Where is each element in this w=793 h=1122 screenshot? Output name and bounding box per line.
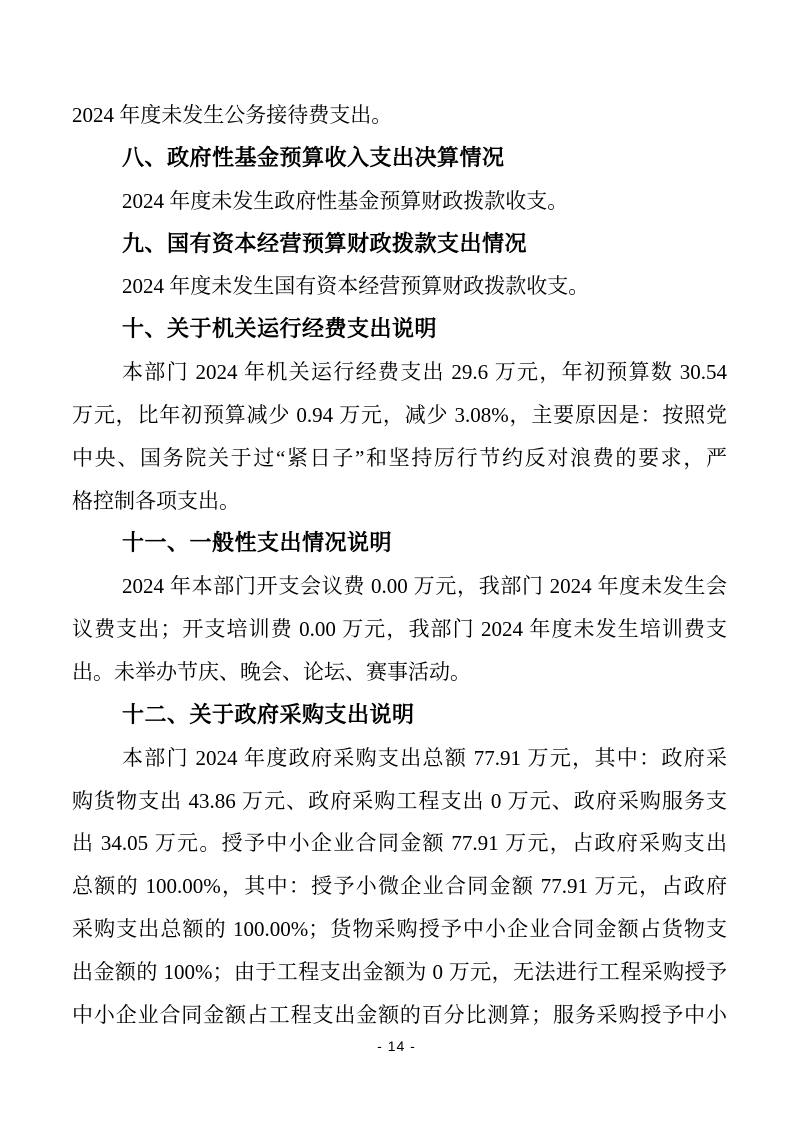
body-text-line: 中央、国务院关于过“紧日子”和坚持厉行节约反对浪费的要求，严 — [72, 445, 727, 470]
body-text-line: 出 34.05 万元。授予中小企业合同金额 77.91 万元，占政府采购支出 — [72, 831, 727, 856]
section-heading: 九、国有资本经营预算财政拨款支出情况 — [122, 230, 528, 256]
section-heading: 十一、一般性支出情况说明 — [122, 530, 393, 556]
body-text-line: 议费支出；开支培训费 0.00 万元，我部门 2024 年度未发生培训费支 — [72, 617, 727, 642]
body-text-line: 中小企业合同金额占工程支出金额的百分比测算；服务采购授予中小 — [72, 1002, 727, 1027]
body-text-line: 本部门 2024 年度政府采购支出总额 77.91 万元，其中：政府采 — [122, 745, 727, 770]
document-body — [72, 94, 727, 1037]
body-text-line: 2024 年度未发生公务接待费支出。 — [72, 103, 393, 127]
body-text-line: 2024 年本部门开支会议费 0.00 万元，我部门 2024 年度未发生会 — [122, 574, 727, 599]
section-heading: 十二、关于政府采购支出说明 — [122, 701, 415, 727]
body-text-line: 总额的 100.00%，其中：授予小微企业合同金额 77.91 万元，占政府 — [72, 874, 727, 899]
page-number: - 14 - — [377, 1038, 416, 1054]
body-text-line: 万元，比年初预算减少 0.94 万元，减少 3.08%，主要原因是：按照党 — [72, 402, 727, 427]
body-text-line: 2024 年度未发生政府性基金预算财政拨款收支。 — [122, 188, 569, 213]
body-text-line: 出金额的 100%；由于工程支出金额为 0 万元，无法进行工程采购授予 — [72, 959, 727, 984]
body-text-line: 购货物支出 43.86 万元、政府采购工程支出 0 万元、政府采购服务支 — [72, 788, 727, 813]
body-text-line: 格控制各项支出。 — [72, 488, 240, 513]
section-heading: 八、政府性基金预算收入支出决算情况 — [122, 144, 505, 170]
body-text-line: 2024 年度未发生国有资本经营预算财政拨款收支。 — [122, 274, 590, 299]
body-text-line: 本部门 2024 年机关运行经费支出 29.6 万元，年初预算数 30.54 — [122, 360, 727, 385]
body-text-line: 采购支出总额的 100.00%；货物采购授予中小企业合同金额占货物支 — [72, 917, 727, 942]
body-text-line: 出。未举办节庆、晚会、论坛、赛事活动。 — [72, 659, 471, 684]
section-heading: 十、关于机关运行经费支出说明 — [122, 316, 438, 342]
